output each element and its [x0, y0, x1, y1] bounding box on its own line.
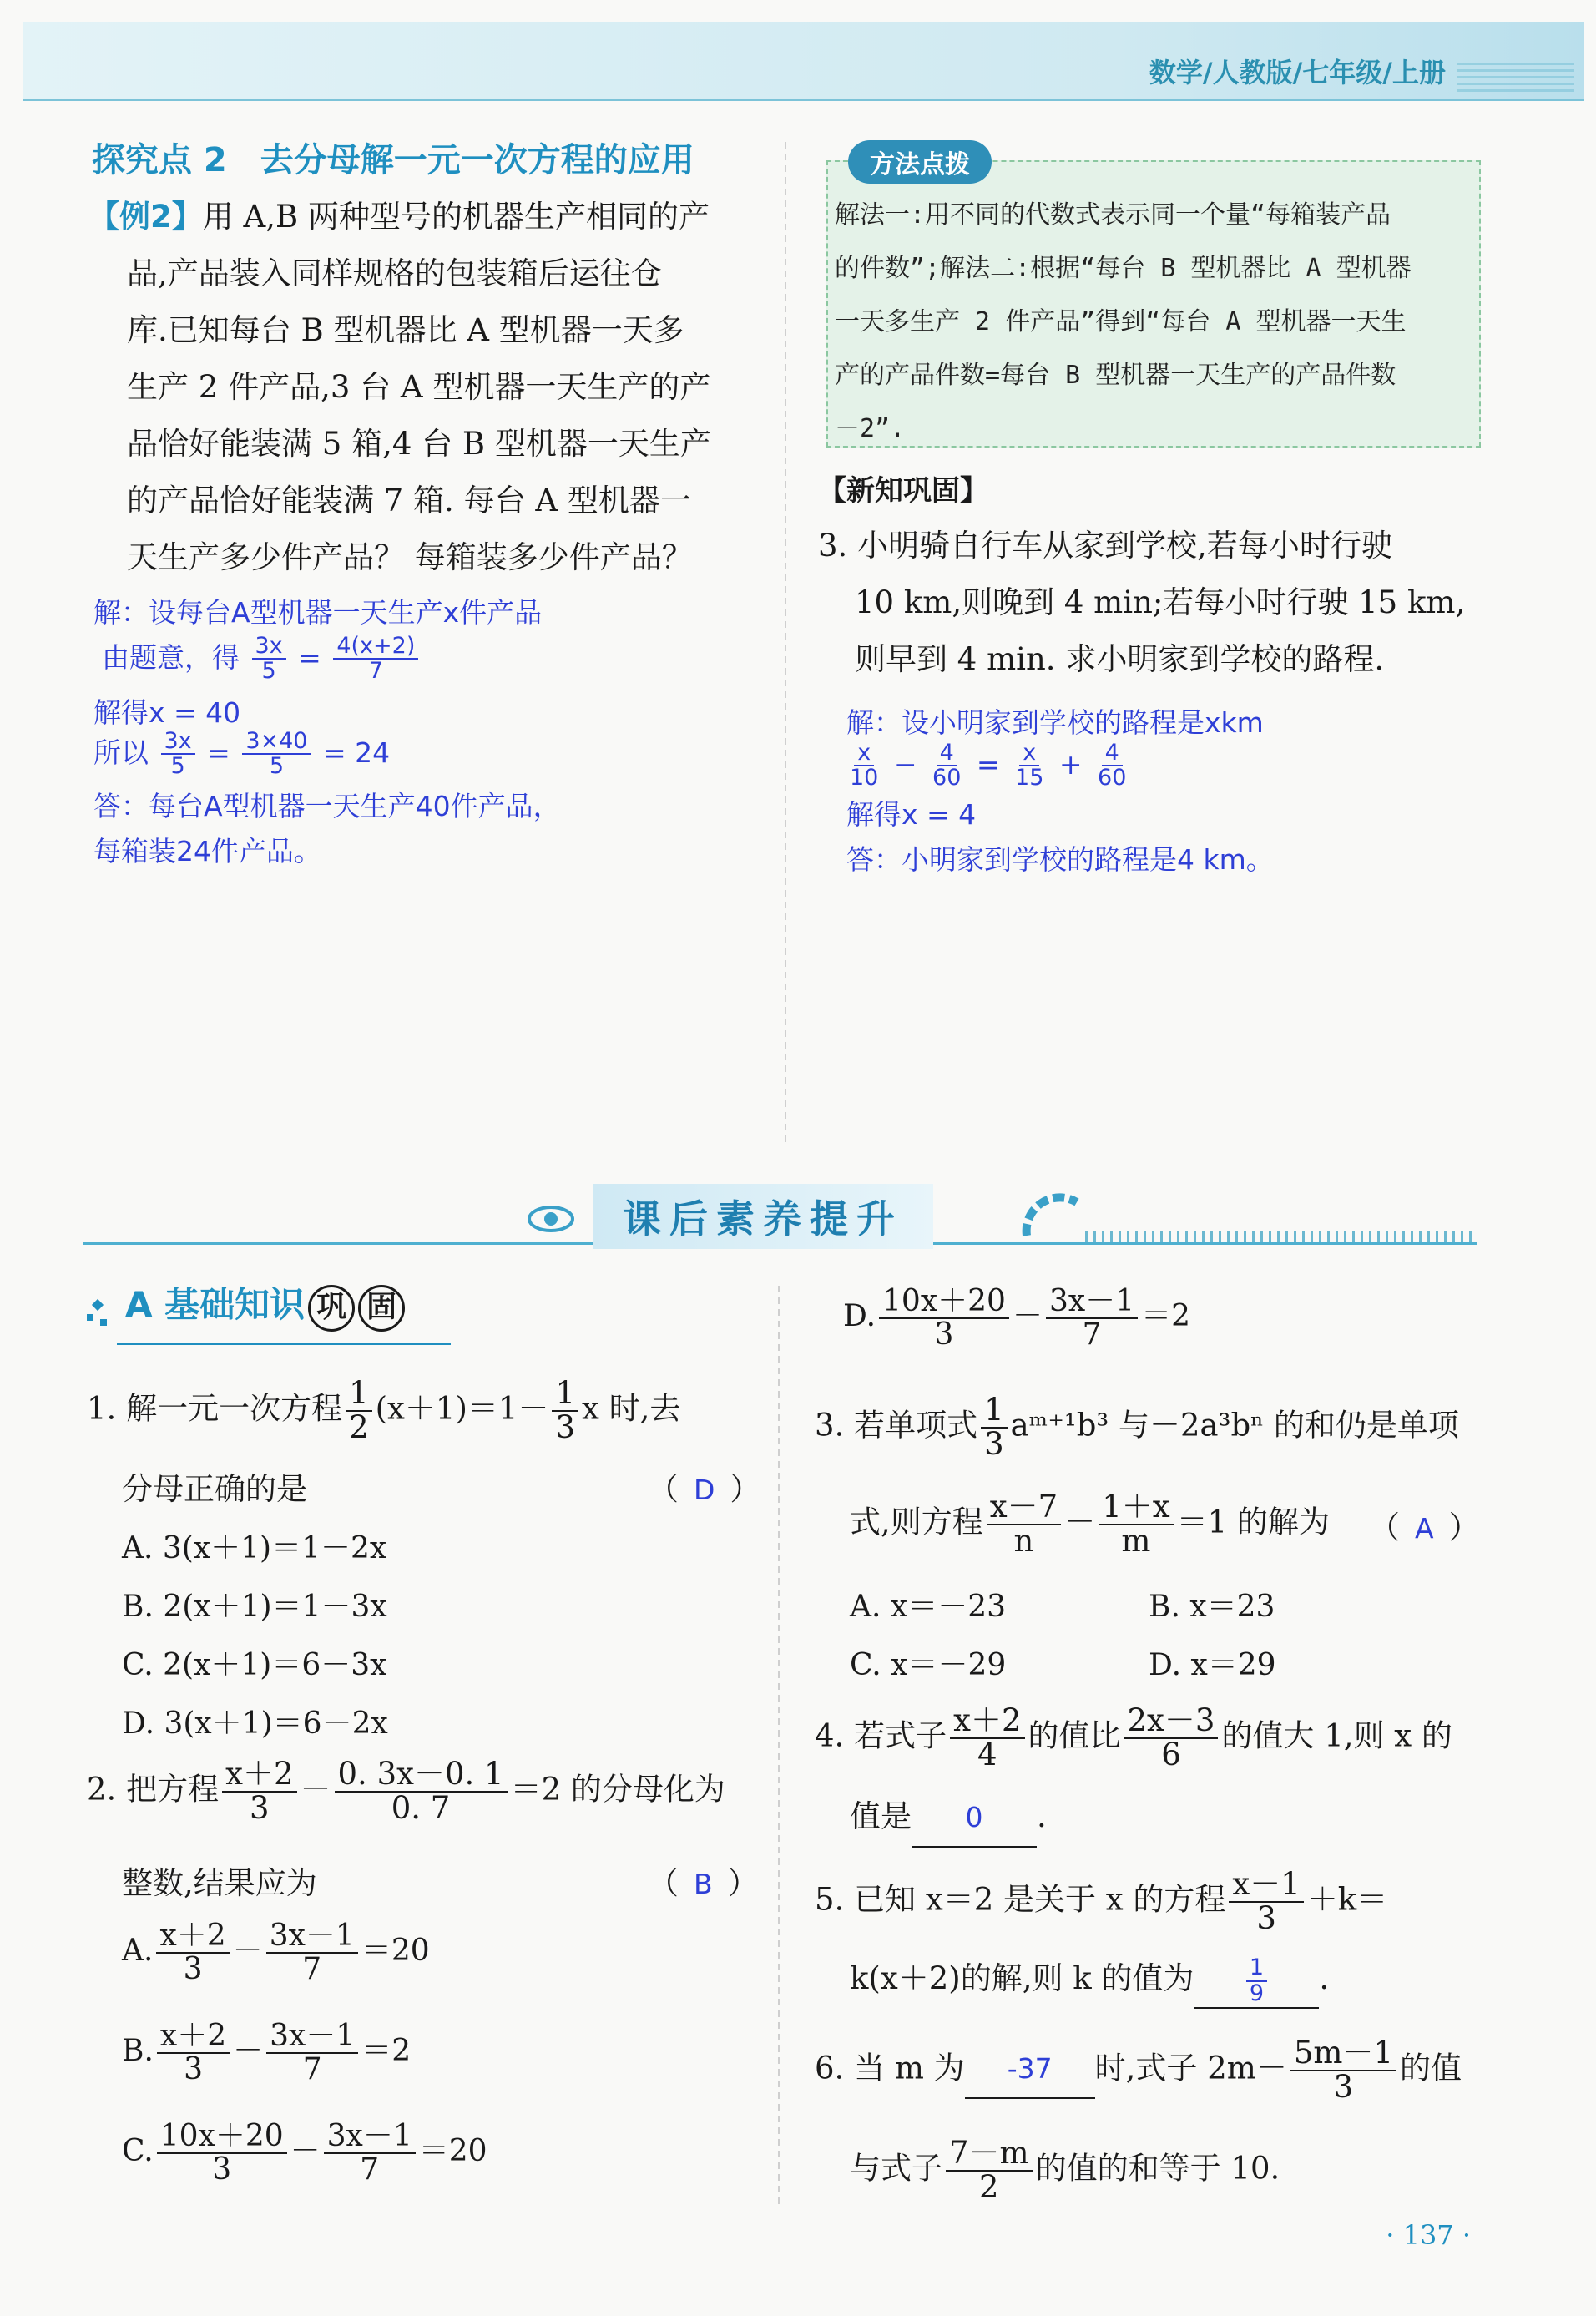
example-solution-line-6: 每箱装24件产品。	[93, 835, 321, 867]
question-1-line-2: 分母正确的是	[122, 1471, 307, 1507]
question-2: 2. 把方程 $\frac{x+2}{3}$ － $\frac{0. 3x-0. 1}{0. 7}$ ＝2 的分母化为	[87, 1756, 725, 1826]
q2-option-a: A. $\frac{x+2}{3}$ － $\frac{3x-1}{7}$ ＝20	[122, 1919, 430, 1986]
example-line: 品,产品装入同样规格的包装箱后运往仓	[127, 255, 662, 291]
example-solution-line-5: 答：每台A型机器一天生产40件产品，	[93, 790, 561, 822]
method-text: 解法一:用不同的代数式表示同一个量“每箱装产品 的件数”;解法二:根据“每台 B 型机器比 A 型机器 一天多生产 2 件产品”得到“每台 A 型机器一天生 产的产品件数=每台 B 型机器一天生产的产品件数 －2”.	[835, 200, 1412, 443]
example-solution-line-3: 解得x = 40	[93, 696, 241, 729]
q3-option-a: A. x＝－23	[850, 1590, 1006, 1624]
question-3: 3. 若单项式 $\frac{1}{3}$ aᵐ⁺¹b³ 与－2a³bⁿ 的和仍是单项	[815, 1392, 1459, 1462]
question-5: 5. 已知 x＝2 是关于 x 的方程 $\frac{x-1}{3}$ ＋k＝	[815, 1866, 1388, 1936]
column-divider-top	[785, 142, 786, 1144]
example-tag: 【例2】	[88, 199, 203, 235]
question-5-line-2: k(x＋2)的解,则 k 的值为 $\frac{1}{9}$ .	[850, 1950, 1329, 2009]
part-a-title: A 基础知识 巩 固	[125, 1277, 405, 1332]
question-3-answer: （ A ）	[1369, 1509, 1480, 1545]
question-1: 1. 解一元一次方程 $\frac{1}{2}$ (x＋1)＝1－ $\frac{1}{3}$ x 时,去	[87, 1375, 681, 1445]
q1-option-b: B. 2(x＋1)＝1－3x	[122, 1590, 387, 1624]
practice-problem-3: 3. 小明骑自行车从家到学校,若每小时行驶 10 km,则晚到 4 min;若每小时行驶 15 km, 则早到 4 min. 求小明家到学校的路程.	[818, 528, 1466, 677]
q3-option-b: B. x＝23	[1149, 1590, 1275, 1624]
eye-icon	[526, 1201, 576, 1237]
q3-option-d: D. x＝29	[1149, 1648, 1276, 1682]
q2-option-b: B. $\frac{x+2}{3}$ － $\frac{3x-1}{7}$ ＝2	[122, 2019, 412, 2086]
question-2-line-2: 整数,结果应为	[122, 1865, 317, 1901]
q1-option-d: D. 3(x＋1)＝6－2x	[122, 1707, 388, 1741]
example-line: 的产品恰好能装满 7 箱. 每台 A 型机器一	[127, 483, 691, 518]
question-4: 4. 若式子 $\frac{x+2}{4}$ 的值比 $\frac{2x-3}{6}$ 的值大 1,则 x 的	[815, 1702, 1452, 1772]
example-line: 生产 2 件产品,3 台 A 型机器一天生产的产	[127, 369, 711, 405]
example-line: 用 A,B 两种型号的机器生产相同的产	[202, 199, 710, 235]
q1-option-a: A. 3(x＋1)＝1－2x	[122, 1531, 387, 1565]
question-2-answer: （ B ）	[648, 1865, 759, 1901]
book-title: 数学/人教版/七年级/上册	[1149, 57, 1446, 88]
example-solution-line-2: 由题意，得 $\frac{3x}{5}$ = $\frac{4(x+2)}{7}$	[102, 635, 422, 684]
q5-answer-blank: $\frac{1}{9}$	[1194, 1950, 1319, 2009]
question-6-line-2: 与式子 $\frac{7-m}{2}$ 的值的和等于 10.	[850, 2135, 1280, 2205]
example-line: 天生产多少件产品？ 每箱装多少件产品？	[127, 539, 693, 575]
example-problem	[88, 189, 765, 586]
page-number: · 137 ·	[1386, 2219, 1471, 2251]
diamond-icon	[83, 1297, 117, 1331]
q4-answer-blank: 0	[912, 1789, 1037, 1848]
question-3-line-2: 式,则方程 $\frac{x-7}{n}$ － $\frac{1+x}{m}$ ＝1 的解为	[850, 1489, 1330, 1559]
practice-solution-line-1: 解：设小明家到学校的路程是xkm	[846, 706, 1264, 739]
example-line: 库.已知每台 B 型机器比 A 型机器一天多	[127, 312, 684, 348]
question-6: 6. 当 m 为 -37 时,式子 2m－ $\frac{5m-1}{3}$ 的值	[815, 2035, 1462, 2105]
new-knowledge-title: 【新知巩固】	[818, 474, 988, 508]
example-solution-line-4: 所以 $\frac{3x}{5}$ = $\frac{3\times 40}{5}$ = 24	[93, 728, 391, 780]
column-divider-bottom	[778, 1286, 780, 2204]
banner-title: 课后素养提升	[593, 1184, 933, 1249]
practice-solution-line-4: 答：小明家到学校的路程是4 km。	[846, 843, 1274, 876]
question-4-line-2: 值是 0 .	[850, 1788, 1047, 1848]
example-solution-line-1: 解：设每台A型机器一天生产x件产品	[93, 596, 543, 629]
banner-decoration	[1085, 1231, 1477, 1242]
practice-solution-line-2: $\frac{x}{10}$ − $\frac{4}{60}$ = $\frac{x}{15}$ + $\frac{4}{60}$	[850, 740, 1127, 791]
q6-answer-blank: -37	[965, 2040, 1095, 2099]
section-title: 探究点 2 去分母解一元一次方程的应用	[92, 141, 694, 180]
q3-option-c: C. x＝－29	[850, 1648, 1007, 1682]
question-1-answer: （ D ）	[648, 1471, 761, 1507]
method-label: 方法点拨	[848, 140, 992, 184]
q2-option-d: D. $\frac{10x+20}{3}$ － $\frac{3x-1}{7}$ ＝2	[843, 1284, 1190, 1352]
example-line: 品恰好能装满 5 箱,4 台 B 型机器一天生产	[127, 426, 711, 462]
q2-option-c: C. $\frac{10x+20}{3}$ － $\frac{3x-1}{7}$ ＝20	[122, 2119, 487, 2187]
part-a-underline	[117, 1343, 451, 1345]
header-decoration	[1457, 60, 1574, 92]
practice-solution-line-3: 解得x = 4	[846, 798, 977, 831]
q1-option-c: C. 2(x＋1)＝6－3x	[122, 1648, 387, 1682]
arc-decoration-icon	[1018, 1186, 1085, 1244]
